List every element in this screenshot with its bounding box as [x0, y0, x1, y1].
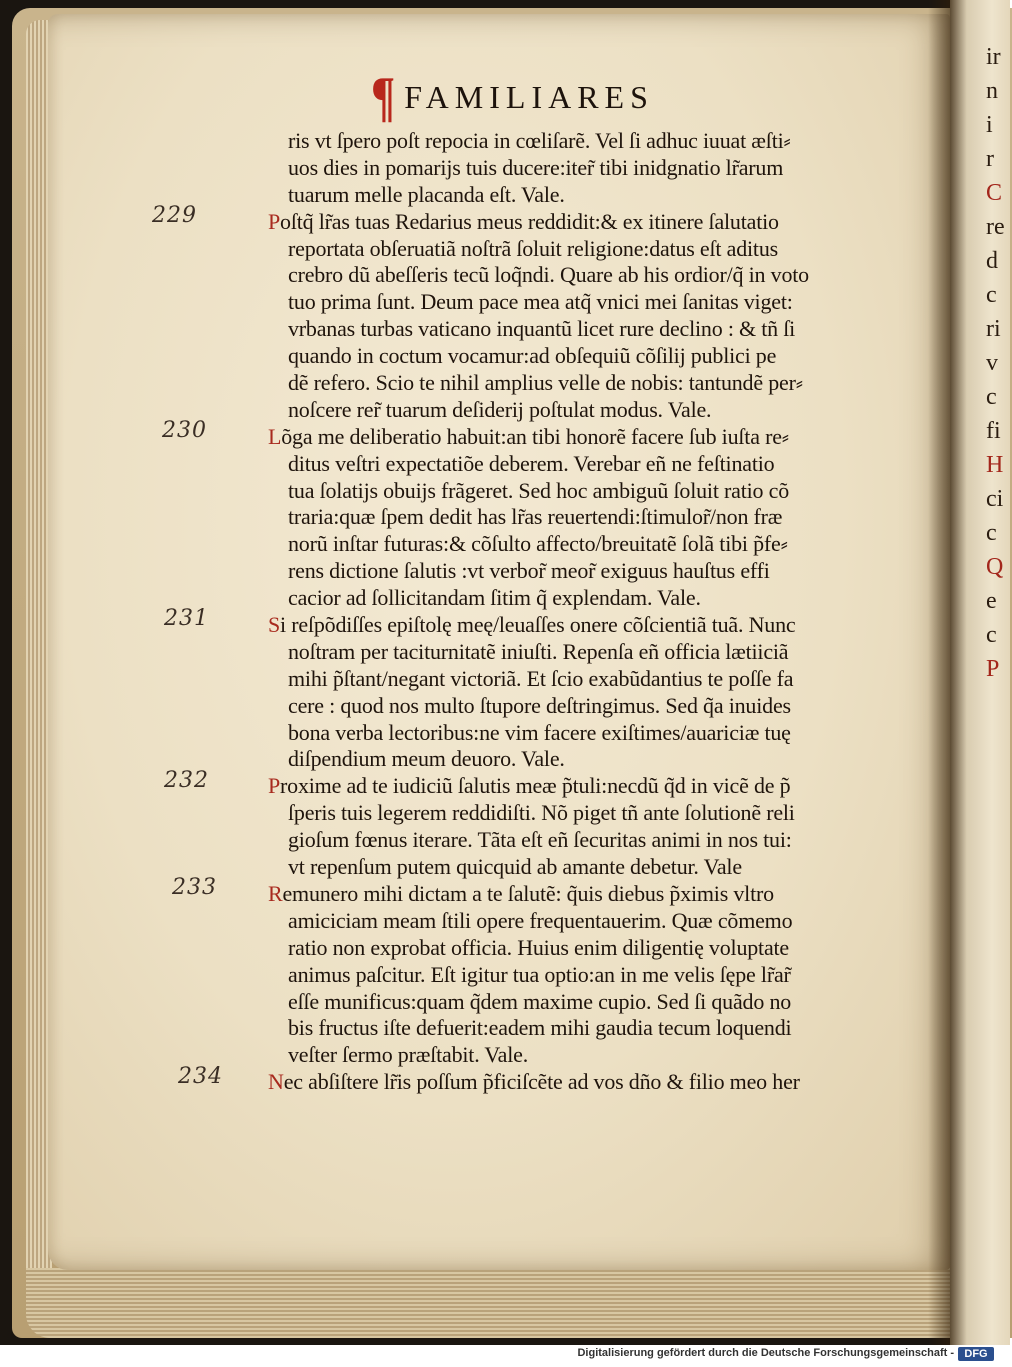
rubricated-initial: R: [268, 880, 283, 906]
line-text: rens dictione ſalutis :vt verbor̃ meor̃ exiguus hauſtus effi: [288, 558, 770, 584]
line-text: tuo prima ſunt. Deum pace mea atq̃ vnici mei ſanitas viget:: [288, 289, 793, 315]
text-line: [268, 478, 898, 505]
facing-page-fragment: v: [986, 350, 998, 376]
margin-letter-number: 232: [164, 767, 209, 793]
text-line: [268, 397, 898, 424]
text-line: [268, 935, 898, 962]
line-text: cacior ad ſollicitandam ſitim q̃ explendam. Vale.: [288, 585, 701, 611]
facing-page-fragment: c: [986, 520, 997, 546]
facing-page-fragment: Q: [986, 554, 1004, 580]
facing-page-fragment: re: [986, 214, 1005, 240]
facing-page-fragment: fi: [986, 418, 1001, 444]
text-line: [268, 155, 898, 182]
line-text: vrbanas turbas vaticano inquantũ licet rure declino : & tñ ſi: [288, 316, 796, 342]
line-text: emunero mihi dictam a te ſalutẽ: q̃uis diebus p̃ximis vltro: [282, 880, 774, 906]
margin-letter-number: 229: [152, 202, 197, 228]
rubric-pilcrow-mark: ¶: [371, 66, 396, 128]
text-line: [268, 289, 898, 316]
facing-page-fragment: r: [986, 146, 994, 172]
text-line: [268, 800, 898, 827]
facing-page-fragment: n: [986, 78, 998, 104]
line-text: vt repenſum putem quicquid ab amante debetur. Vale: [288, 854, 742, 880]
text-line: [268, 182, 898, 209]
line-text: ris vt ſpero poſt repocia in cœliſarẽ. Vel ſi adhuc iuuat æſti⸗: [288, 128, 791, 153]
line-text: bona verba lectoribus:ne vim facere exiſtimes/auariciæ tuę: [288, 719, 791, 745]
line-text: ditus veſtri expectatiõe deberem. Verebar eñ ne feſtinatio: [288, 450, 775, 476]
margin-letter-number: 230: [162, 417, 207, 443]
line-text: uos dies in pomarijs tuis ducere:iter̃ tibi inidgnatio lr̃arum: [288, 154, 784, 180]
line-text: oſtq̃ lr̃as tuas Redarius meus reddidit:& ex itinere ſalutatio: [280, 208, 779, 234]
rubricated-initial: S: [268, 612, 281, 638]
line-text: i reſpõdiſſes epiſtolę meę/leuaſſes onere cõſcientiã tuã. Nunc: [280, 612, 796, 638]
text-block: [268, 128, 898, 1096]
line-text: norũ inſtar futuras:& cõſulto affecto/breuitatẽ ſolã tibi p̃fe⸗: [288, 531, 788, 557]
line-text: dẽ refero. Scio te nihil amplius velle de nobis: tantundẽ per⸗: [288, 370, 803, 396]
text-line: [268, 1069, 898, 1096]
line-text: reportata obſeruatiã noſtrã ſoluit religione:datus eſt aditus: [288, 235, 778, 261]
line-text: ec abſiſtere lr̃is poſſum p̃ficiſcẽte ad vos dño & filio meo her: [283, 1069, 800, 1095]
text-line: [268, 612, 898, 639]
facing-page-fragment: c: [986, 384, 997, 410]
text-line: [268, 343, 898, 370]
text-line: [268, 666, 898, 693]
dfg-logo: DFG: [958, 1347, 994, 1361]
line-text: mihi p̃ſtant/negant victoriã. Et ſcio exabũdantius te poſſe fa: [288, 665, 794, 691]
facing-page-fragment: c: [986, 282, 997, 308]
text-line: [268, 585, 898, 612]
facing-page-fragment: c: [986, 622, 997, 648]
line-text: traria:quæ ſpem dedit has lr̃as reuertendi:ſtimulor̃/non fræ: [288, 504, 783, 530]
text-line: [268, 262, 898, 289]
text-line: [268, 881, 898, 908]
text-line: [268, 1015, 898, 1042]
line-text: diſpendium meum deuoro. Vale.: [288, 746, 565, 772]
facing-page-fragment: C: [986, 180, 1003, 206]
rubricated-initial: N: [268, 1069, 284, 1095]
facing-page-fragment: P: [986, 656, 1000, 682]
line-text: quando in coctum vocamur:ad obſequiũ cõſilij publici pe: [288, 343, 777, 369]
facing-page-fragment: ci: [986, 486, 1004, 512]
text-line: [268, 746, 898, 773]
line-text: tua ſolatijs obuijs frãgeret. Sed hoc ambiguũ ſoluit ratio cõ: [288, 477, 790, 503]
margin-letter-number: 231: [164, 606, 209, 632]
text-line: [268, 908, 898, 935]
line-text: õga me deliberatio habuit:an tibi honorẽ facere ſub iuſta re⸗: [281, 423, 789, 449]
text-line: [268, 639, 898, 666]
text-line: [268, 451, 898, 478]
text-line: [268, 720, 898, 747]
text-line: [268, 128, 898, 155]
text-line: [268, 531, 898, 558]
running-head: [368, 66, 654, 128]
line-text: gioſum fœnus iterare. Tãta eſt eñ ſecuritas animi in nos tui:: [288, 827, 792, 853]
line-text: bis fructus iſte defuerit:eadem mihi gaudia tecum loquendi: [288, 1015, 792, 1041]
facing-page-text: [986, 40, 1005, 686]
line-text: crebro dũ abeſſeris tecũ loq̃ndi. Quare ab his ordior/q̃ in voto: [288, 262, 809, 288]
text-line: [268, 773, 898, 800]
line-text: ratio non exprobat officia. Huius enim diligentię voluptate: [288, 934, 789, 960]
facing-page-fragment: d: [986, 248, 998, 274]
line-text: roxime ad te iudiciũ ſalutis meæ p̃tuli:necdũ q̃d in vicẽ de p̃: [280, 773, 791, 799]
line-text: veſter ſermo præſtabit. Vale.: [288, 1042, 529, 1068]
line-text: animus paſcitur. Eſt igitur tua optio:an in me velis ſępe lr̃ar̃: [288, 961, 791, 987]
rubricated-initial: L: [268, 423, 282, 449]
text-line: [268, 854, 898, 881]
text-line: [268, 827, 898, 854]
margin-letter-number: 234: [178, 1063, 223, 1089]
facing-page-fragment: ir: [986, 44, 1001, 70]
line-text: amiciciam meam ſtili opere frequentauerim. Quæ cõmemo: [288, 907, 793, 933]
line-text: tuarum melle placanda eſt. Vale.: [288, 181, 565, 207]
facing-page-fragment: H: [986, 452, 1004, 478]
line-text: noſcere rer̃ tuarum deſiderij poſtulat modus. Vale.: [288, 396, 712, 422]
text-line: [268, 558, 898, 585]
text-line: [268, 989, 898, 1016]
text-line: [268, 962, 898, 989]
text-line: [268, 236, 898, 263]
rubricated-initial: P: [268, 773, 281, 799]
text-line: [268, 1042, 898, 1069]
line-text: noſtram per taciturnitatẽ iniuſti. Repenſa eñ officia lætiiciã: [288, 638, 789, 664]
line-text: ſperis tuis legerem reddidiſti. Nõ piget tñ ante ſolutionẽ reli: [288, 800, 795, 826]
line-text: cere : quod nos multo ſtupore deſtringimus. Sed q̃a inuides: [288, 692, 791, 718]
text-line: [268, 693, 898, 720]
facing-page-fragment: i: [986, 112, 993, 138]
text-line: [268, 370, 898, 397]
text-line: [268, 209, 898, 236]
text-line: [268, 504, 898, 531]
facing-page-fragment: e: [986, 588, 997, 614]
running-head-title: FAMILIARES: [404, 78, 654, 115]
text-line: [268, 316, 898, 343]
page-edges-bottom: [26, 1268, 966, 1338]
margin-letter-number: 233: [172, 875, 217, 901]
line-text: eſſe munificus:quam q̃dem maxime cupio. Sed ſi quãdo no: [288, 988, 792, 1014]
rubricated-initial: P: [268, 208, 281, 234]
facing-page-fragment: ri: [986, 316, 1001, 342]
text-line: [268, 424, 898, 451]
footer-credit: Digitalisierung gefördert durch die Deutsche Forschungsgemeinschaft -: [577, 1347, 954, 1359]
